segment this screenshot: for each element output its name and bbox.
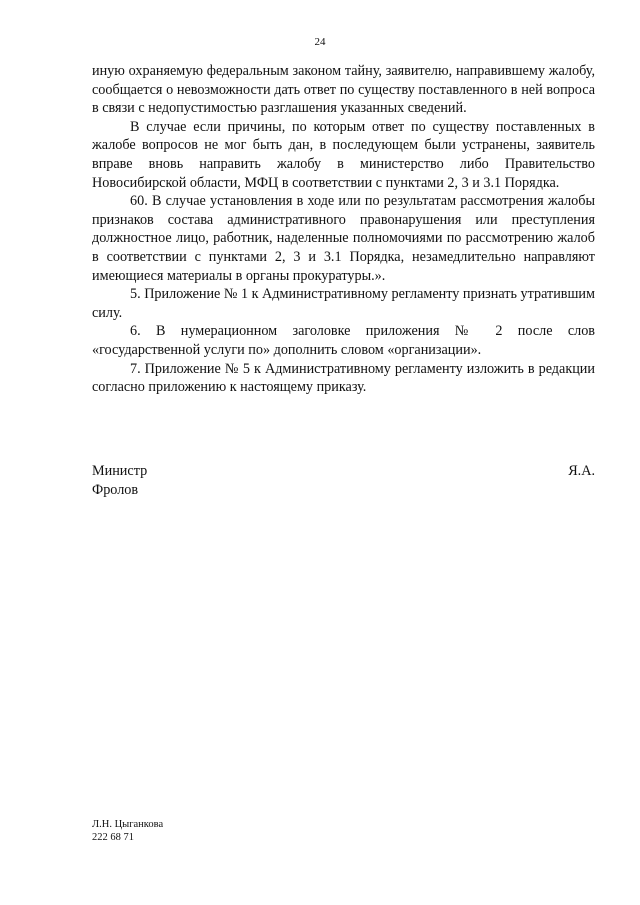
paragraph-continuation: иную охраняемую федеральным законом тайну, заявителю, направившему жалобу, сообщается о невозможности дать ответ по существу поставленного в ней вопроса в связи с недопустимостью разглашения указанных сведений. — [92, 63, 595, 117]
executor-name: Л.Н. Цыганкова — [92, 819, 164, 830]
paragraph-item-60: 60. В случае установления в ходе или по результатам рассмотрения жалобы признаков состава административного правонарушения или преступления должностное лицо, работник, наделенные полномочиями по рассмотрению жалоб в соответствии с пунктами 2, 3 и 3.1 Порядка, незамедлительно направляют имеющиеся материалы в органы прокуратуры.». — [92, 193, 595, 284]
signatory-initials: Я.А. — [568, 463, 595, 479]
paragraph-repeat-complaint: В случае если причины, по которым ответ по существу поставленных в жалобе вопросов не мог быть дан, в последующем были устранены, заявитель вправе вновь направить жалобу в министерство либо Правительство Новосибирской области, МФЦ в соответствии с пунктами 2, 3 и 3.1 Порядка. — [92, 118, 595, 191]
document-body — [92, 62, 595, 397]
paragraph-item-6: 6. В нумерационном заголовке приложения № 2 после слов «государственной услуги по» дополнить словом «организации». — [92, 323, 595, 358]
paragraph-item-7: 7. Приложение № 5 к Административному регламенту изложить в редакции согласно приложению к настоящему приказу. — [92, 360, 595, 396]
page-number: 24 — [314, 36, 326, 48]
signatory-surname: Фролов — [92, 482, 139, 498]
executor-phone: 222 68 71 — [92, 832, 134, 843]
signature-block — [92, 462, 595, 500]
paragraph-item-5: 5. Приложение № 1 к Административному регламенту признать утратившим силу. — [92, 286, 595, 321]
signatory-position: Министр — [92, 463, 148, 479]
executor-footer — [92, 818, 163, 844]
